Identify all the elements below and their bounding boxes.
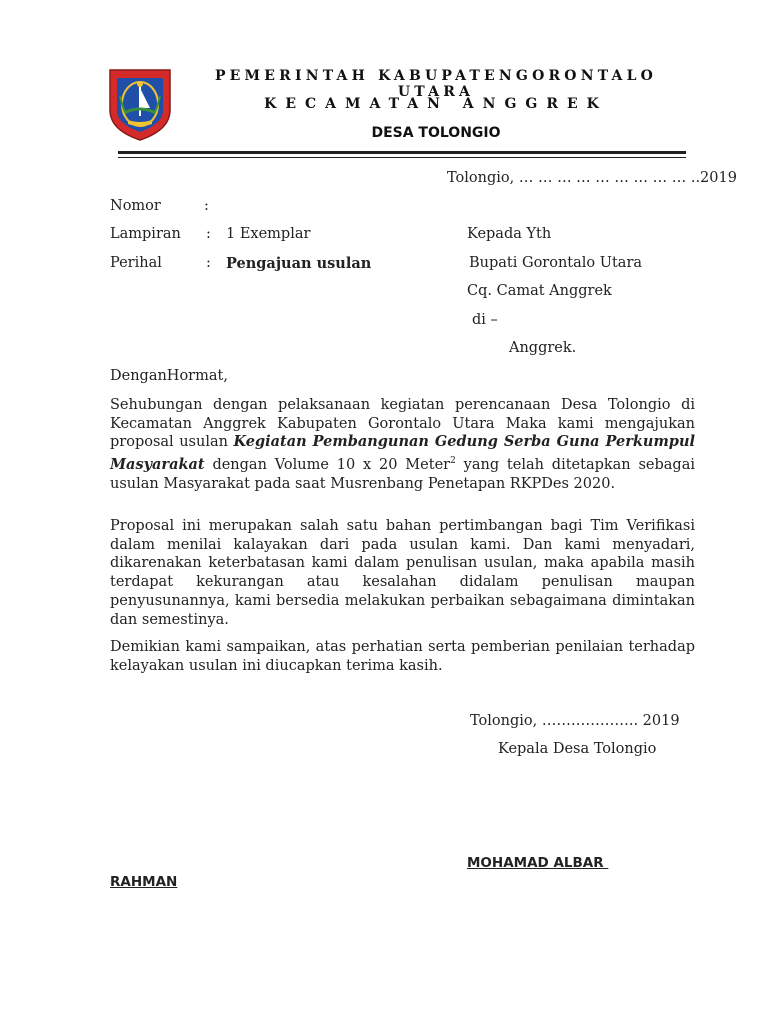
perihal-label: Perihal xyxy=(110,255,162,271)
paragraph-1-text-c: yang telah ditetapkan sebagai usulan Masyarakat pada saat Musrenbang Penetapan RKPDes 2020. xyxy=(110,456,695,492)
letterhead-divider-thin xyxy=(118,157,686,158)
lampiran-value: 1 Exemplar xyxy=(226,226,311,242)
perihal-colon: : xyxy=(206,255,211,271)
recipient-line-2: Bupati Gorontalo Utara xyxy=(469,255,643,271)
project-name-emphasis: Kegiatan Pembangunan Gedung Serba Guna Perkumpul Masyarakat xyxy=(110,433,695,473)
letter-date: Tolongio, … … … … … … … … … ..2019 xyxy=(447,170,737,186)
lampiran-label: Lampiran xyxy=(110,226,181,242)
signatory-name-part-2: RAHMAN xyxy=(110,874,178,890)
signatory-title: Kepala Desa Tolongio xyxy=(498,741,657,757)
signatory-name-part-1: MOHAMAD ALBAR xyxy=(467,855,609,871)
letterhead-government: PEMERINTAH KABUPATENGORONTALO UTARA xyxy=(214,68,658,100)
body-paragraph-2: Proposal ini merupakan salah satu bahan pertimbangan bagi Tim Verifikasi dalam menilai kalayakan dari pada usulan kami. Dan kami menyadari, dikarenakan keterbatasan kami dalam penulisan usulan, maka apabila masih terdapat kekurangan atau kesalahan didalam penulisan maupan penyusunannya, kami bersedia melakukan perbaikan sebagaimana dimintakan dan semestinya. xyxy=(110,518,695,628)
recipient-line-4: di – xyxy=(472,312,498,328)
nomor-colon: : xyxy=(204,198,209,214)
letterhead-district: KECAMATAN ANGGREK xyxy=(264,96,608,112)
paragraph-1-text-b: dengan Volume 10 x 20 Meter xyxy=(204,456,451,473)
letterhead-village: DESA TOLONGIO xyxy=(371,125,501,141)
salutation: DenganHormat, xyxy=(110,368,228,384)
unit-superscript: 2 xyxy=(450,456,456,467)
paragraph-1-text-a: Sehubungan dengan pelaksanaan kegiatan perencanaan Desa Tolongio di Kecamatan Anggrek Kabupaten Gorontalo Utara Maka kami mengajukan proposal usulan xyxy=(110,397,695,451)
recipient-line-3: Cq. Camat Anggrek xyxy=(467,283,612,299)
regency-emblem-logo xyxy=(104,66,176,142)
nomor-label: Nomor xyxy=(110,198,161,214)
perihal-value: Pengajuan usulan xyxy=(226,255,372,272)
lampiran-colon: : xyxy=(206,226,211,242)
body-paragraph-3: Demikian kami sampaikan, atas perhatian serta pemberian penilaian terhadap kelayakan usulan ini diucapkan terima kasih. xyxy=(110,639,695,674)
recipient-line-1: Kepada Yth xyxy=(467,226,552,242)
body-paragraph-1 xyxy=(110,396,695,493)
recipient-line-5: Anggrek. xyxy=(509,340,577,356)
letterhead-divider-thick xyxy=(118,151,686,154)
closing-date: Tolongio, ……………….. 2019 xyxy=(470,713,680,729)
